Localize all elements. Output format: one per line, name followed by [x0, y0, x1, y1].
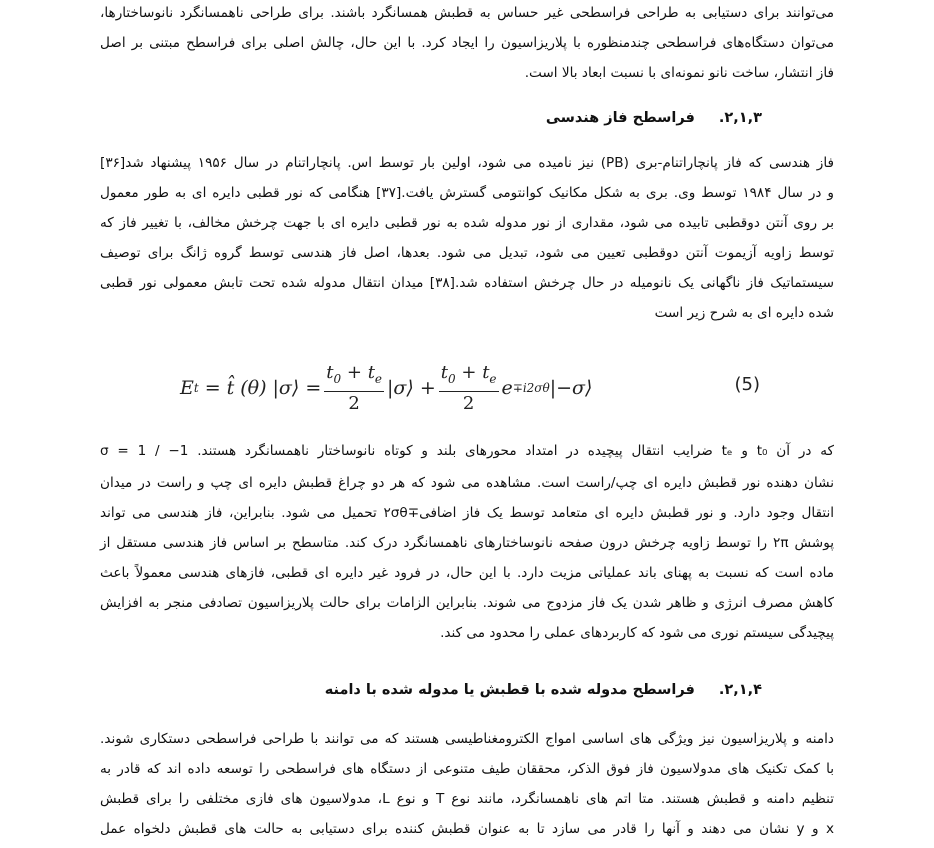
section-title: فراسطح فاز هندسی [545, 110, 695, 126]
text-line: توسط زاویه آزیموت آنتن دوقطبی تعیین می شود، تبدیل می شود. بعدها، اصل فاز هندسی توسط گروه ژانگ برای توصیف [100, 245, 834, 261]
text-line: می‌توانند برای دستیابی به طراحی فراسطحی غیر حساس به قطبش همسانگرد باشند. برای طراحی ناهمسانگرد نانوساختارها، [100, 5, 834, 21]
text-line: ماده است که نسبت به پهنای باند عملیاتی مزیت دارد. با این حال، در فرود غیر دایره ای قطبی، فازهای هندسی معمولاً باعث [100, 565, 834, 581]
eq-plus: + [419, 377, 436, 399]
text-line: دامنه و پلاریزاسیون نیز ویژگی های اساسی امواج الکترومغناطیسی هستند که می توانند با طراحی فراسطحی دستکاری شوند. [100, 731, 834, 747]
text-line: و در سال ۱۹۸۴ توسط وی. بری به شکل مکانیک کوانتومی گسترش یافت.[۳۷] هنگامی که نور قطبی دایره ای به طور معمول [100, 185, 834, 201]
text-line: فاز هندسی که فاز پانچاراتنام-بری (PB) نیز نامیده می شود، اولین بار توسط اس. پانچاراتنام در سال ۱۹۵۶ پیشنهاد شد[۳۶] [100, 155, 835, 171]
equation-5 [180, 358, 770, 418]
text-line: سیستماتیک فاز ناگهانی یک نانومیله در حال چرخش استفاده شد.[۳۸] میدان انتقال مدوله شده تحت تابش معمولی نور قطبی [100, 275, 834, 291]
text-line: پیچیدگی سیستم نوری می شود که کاربردهای عملی را محدود می کند. [440, 625, 834, 641]
eq-ket-minus-sigma: |−σ⟩ [549, 377, 593, 399]
eq-exponent: ∓i2σθ [512, 381, 550, 395]
text-line: تنظیم دامنه و قطبش هستند. متا اتم های ناهمسانگرد، مانند نوع T و نوع L، مدولاسیون های فازی مختلفی را برای قطبش [100, 791, 834, 807]
eq-equals: = [204, 377, 221, 399]
text-line: شده دایره ای به شرح زیر است [654, 305, 834, 321]
text-line: می‌توان دستگاه‌های فراسطحی چندمنظوره با پلاریزاسیون را ایجاد کرد. با این حال، چالش اصلی برای فراسطح مبتنی بر اصل [100, 35, 834, 51]
eq-lhs-subscript: t [193, 381, 199, 395]
section-heading-213 [546, 106, 762, 130]
text-line: بر روی آنتن دوقطبی تابیده می شود، مقداری از نور مدوله شده به نور قطبی دایره ای با جهت چرخش مخالف، با تغییر فاز که [100, 215, 834, 231]
equation-number: (5) [734, 374, 760, 395]
eq-ket-sigma-2: |σ⟩ [387, 377, 414, 399]
text-line: کاهش مصرف انرژی و ظاهر شدن یک فاز مزدوج می شوند. بنابراین الزامات برای حالت پلاریزاسیون تصادفی منجر به افزایش [100, 595, 834, 611]
text-line: که در آن t₀ و tₑ ضرایب انتقال پیچیده در امتداد محورهای بلند و کوتاه نانوساختار ناهمسانگرد هستند. σ = 1 / −1 [100, 443, 834, 459]
section-number: ۲,۱,۴. [718, 682, 762, 698]
text-line: پوشش ۲π را توسط زاویه چرخش درون صفحه نانوساختارهای ناهمسانگرد درک کند. متاسطح بر اساس فاز هندسی مستقل از [100, 535, 834, 551]
section-number: ۲,۱,۳. [718, 110, 762, 126]
text-line: فاز انتشار، ساخت نانو نمونه‌ای با نسبت ابعاد بالا است. [524, 65, 834, 81]
eq-ket-sigma: |σ⟩ [272, 377, 300, 399]
section-heading-214 [325, 678, 762, 702]
eq-equals-2: = [305, 377, 322, 399]
eq-lhs: E [180, 377, 194, 399]
eq-argument: (θ) [240, 377, 267, 399]
text-line: x و y نشان می دهند و آنها را قادر می سازد تا به عنوان قطبش کننده برای دستیابی به حالت های قطبش دلخواه عمل [100, 821, 834, 837]
eq-fraction-2: $\frac{t_0 + t_e}{2}$ [440, 361, 497, 414]
section-title: فراسطح مدوله شده با قطبش یا مدوله شده با دامنه [324, 682, 695, 698]
eq-exp-base: e [501, 377, 513, 399]
text-line: نشان دهنده نور قطبش دایره ای چپ/راست است. مشاهده می شود که هر دو چراغ قطبش دایره ای چپ و راست در میدان [100, 475, 834, 491]
text-line: با کمک تکنیک های مدولاسیون فاز فوق الذکر، محققان طیف متنوعی از دستگاه های فراسطحی را توسعه داده اند که قادر به [100, 761, 834, 777]
text-line: انتقال وجود دارد. و نور قطبش دایره ای متعامد توسط یک فاز اضافی∓۲σθ تحمیل می شود. بنابراین، فاز هندسی می تواند [100, 505, 835, 521]
eq-fraction-1: $\frac{t_0 + t_e}{2}$ [326, 361, 383, 414]
eq-operator: t̂ [226, 377, 235, 399]
